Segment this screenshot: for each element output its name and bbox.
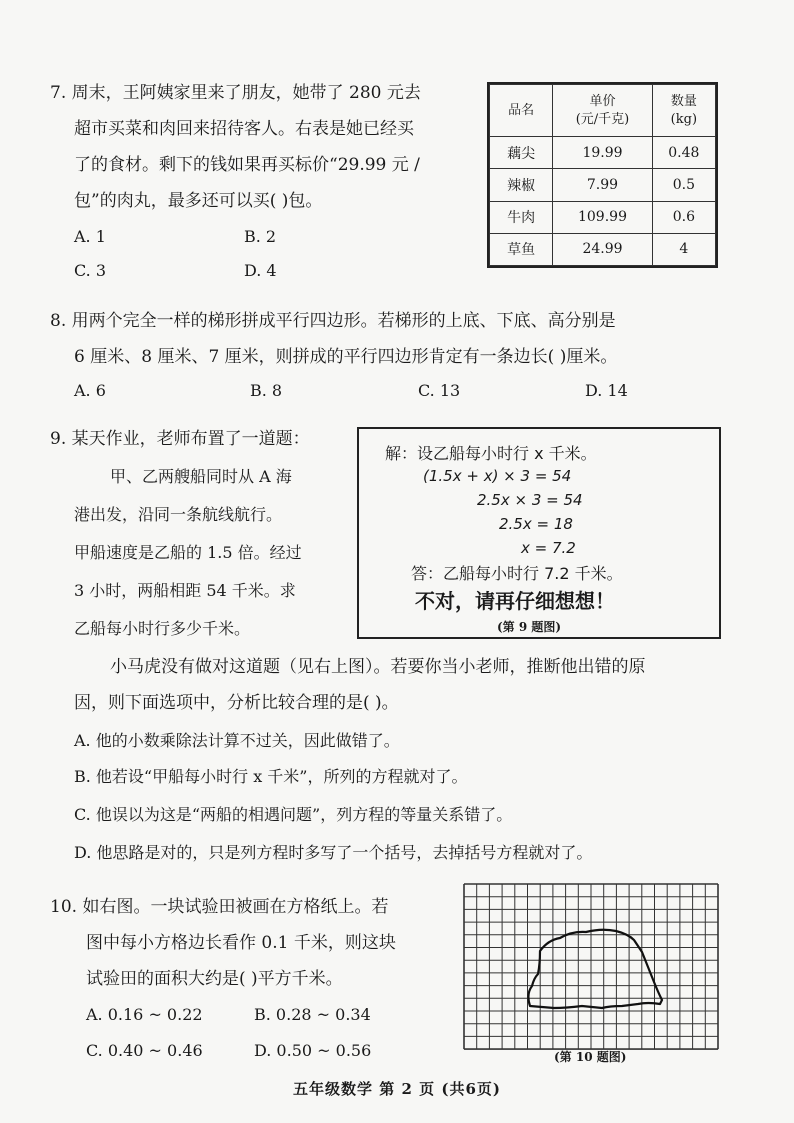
q7-option-c: C. 3 xyxy=(74,261,107,280)
table-header-qty-unit: (kg) xyxy=(670,111,698,127)
table-header-name: 品名 xyxy=(490,85,553,137)
work-line: 解：设乙船每小时行 x 千米。 xyxy=(385,444,597,463)
table-cell: 7.99 xyxy=(553,169,652,201)
q7-line: 了的食材。剩下的钱如果再买标价“29.99 元 / xyxy=(74,155,420,175)
q9-problem-line: 乙船每小时行多少千米。 xyxy=(74,619,251,638)
q9-problem-line: 3 小时，两船相距 54 千米。求 xyxy=(74,581,296,600)
work-line: x = 7.2 xyxy=(521,539,576,557)
table-cell: 辣椒 xyxy=(490,169,553,201)
table-cell: 0.6 xyxy=(652,201,715,233)
table-header-price xyxy=(553,85,652,137)
table-cell: 109.99 xyxy=(553,201,652,233)
table-cell: 藕尖 xyxy=(490,137,553,169)
q8-line: 6 厘米、8 厘米、7 厘米，则拼成的平行四边形肯定有一条边长( )厘米。 xyxy=(74,347,618,367)
table-header-price-label: 单价 xyxy=(589,93,616,109)
table-cell: 0.5 xyxy=(652,169,715,201)
q10-grid-figure xyxy=(462,882,722,1062)
table-cell: 0.48 xyxy=(652,137,715,169)
q7-price-table xyxy=(487,82,718,268)
q8-option-c: C. 13 xyxy=(418,381,461,400)
table-row xyxy=(490,169,716,201)
table-header-qty xyxy=(652,85,715,137)
q9-problem-line: 港出发，沿同一条航线航行。 xyxy=(74,505,283,524)
q7-option-b: B. 2 xyxy=(244,227,277,246)
work-line: 答：乙船每小时行 7.2 千米。 xyxy=(411,564,623,583)
table-header-price-unit: (元/千克) xyxy=(575,111,630,127)
table-cell: 19.99 xyxy=(553,137,652,169)
table-row xyxy=(490,233,716,265)
q7-option-d: D. 4 xyxy=(244,261,277,280)
table-cell: 4 xyxy=(652,233,715,265)
q9-line: 小马虎没有做对这道题（见右上图）。若要你当小老师，推断他出错的原 xyxy=(110,657,646,677)
q9-line: 9. 某天作业，老师布置了一道题： xyxy=(50,429,310,449)
q8-option-a: A. 6 xyxy=(74,381,106,400)
q9-figure-caption: (第 9 题图) xyxy=(497,620,562,634)
q9-option-b: B. 他若设“甲船每小时行 x 千米”，所列的方程就对了。 xyxy=(74,767,468,786)
q9-problem-line: 甲船速度是乙船的 1.5 倍。经过 xyxy=(74,543,302,562)
table-header-qty-label: 数量 xyxy=(670,93,697,109)
work-line: (1.5x + x) × 3 = 54 xyxy=(423,467,572,485)
page-footer: 五年级数学 第 2 页 (共6页) xyxy=(293,1080,501,1098)
work-line: 2.5x = 18 xyxy=(499,515,573,533)
q7-line: 包”的肉丸，最多还可以买( )包。 xyxy=(74,191,323,211)
table-row xyxy=(490,201,716,233)
q7-line: 超市买菜和肉回来招待客人。右表是她已经买 xyxy=(74,119,414,139)
q9-problem-line: 甲、乙两艘船同时从 A 海 xyxy=(110,467,292,486)
q9-option-a: A. 他的小数乘除法计算不过关，因此做错了。 xyxy=(74,731,400,750)
table-cell: 24.99 xyxy=(553,233,652,265)
q10-line: 图中每小方格边长看作 0.1 千米，则这块 xyxy=(86,933,396,953)
q10-option-d: D. 0.50 ~ 0.56 xyxy=(254,1041,372,1060)
table-header-row xyxy=(490,85,716,137)
grid-paper xyxy=(464,884,718,1049)
table-row xyxy=(490,137,716,169)
work-line: 2.5x × 3 = 54 xyxy=(477,491,583,509)
table-cell: 牛肉 xyxy=(490,201,553,233)
teacher-comment: 不对，请再仔细想想！ xyxy=(415,589,615,613)
q9-line: 因，则下面选项中，分析比较合理的是( )。 xyxy=(74,693,399,713)
q10-option-b: B. 0.28 ~ 0.34 xyxy=(254,1005,371,1024)
q8-option-b: B. 8 xyxy=(250,381,283,400)
q10-option-c: C. 0.40 ~ 0.46 xyxy=(86,1041,203,1060)
q10-figure-caption: (第 10 题图) xyxy=(554,1050,627,1064)
q10-line: 试验田的面积大约是( )平方千米。 xyxy=(86,969,343,989)
table-cell: 草鱼 xyxy=(490,233,553,265)
q7-option-a: A. 1 xyxy=(74,227,106,246)
q10-line: 10. 如右图。一块试验田被画在方格纸上。若 xyxy=(50,897,389,917)
q9-option-c: C. 他误以为这是“两船的相遇问题”，列方程的等量关系错了。 xyxy=(74,805,513,824)
q9-student-work-box xyxy=(357,427,721,639)
q9-option-d: D. 他思路是对的，只是列方程时多写了一个括号，去掉括号方程就对了。 xyxy=(74,843,593,862)
q8-option-d: D. 14 xyxy=(585,381,628,400)
q8-line: 8. 用两个完全一样的梯形拼成平行四边形。若梯形的上底、下底、高分别是 xyxy=(50,311,616,331)
q7-line: 7. 周末，王阿姨家里来了朋友，她带了 280 元去 xyxy=(50,83,421,103)
q10-option-a: A. 0.16 ~ 0.22 xyxy=(86,1005,203,1024)
